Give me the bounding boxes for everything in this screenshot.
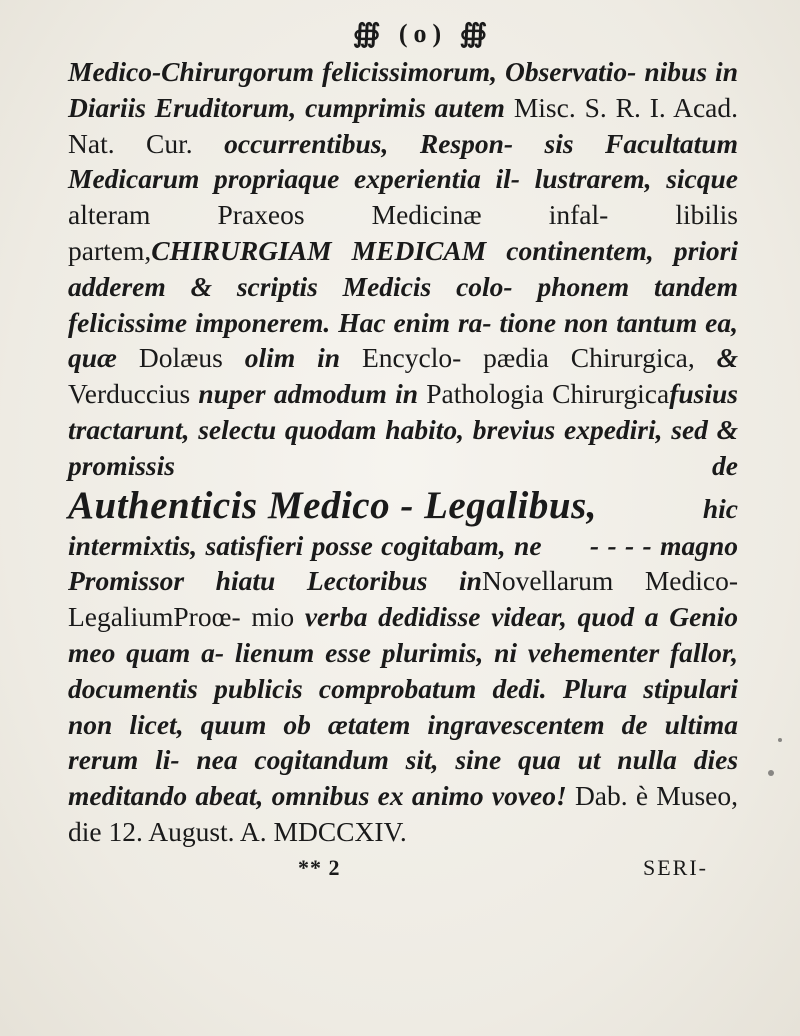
text-line-5c: alteram Praxeos Medicinæ infal- — [68, 199, 609, 231]
signature-mark: ** 2 — [298, 854, 341, 880]
text-line-14: hic intermixtis, satisfieri posse cogitabam, ne — [68, 492, 738, 561]
text-line-21: nea cogitandum sit, sine qua ut nulla dies meditando — [68, 744, 739, 812]
catchword: SERI- — [643, 854, 708, 880]
text-line-18: lienum esse plurimis, ni vehementer fallor, documentis — [68, 636, 738, 704]
text-line-6b: CHIRURGIAM MEDICAM — [151, 234, 487, 266]
text-line-19: publicis comprobatum dedi. Plura stipulari non licet, — [68, 672, 739, 740]
text-line-20: quum ob ætatem ingravescentem de ultima rerum li- — [68, 708, 738, 776]
text-line-10b: & — [716, 342, 739, 374]
text-line-5a: lustrarem, — [534, 163, 652, 195]
text-line-12: quodam habito, brevius expediri, sed & promissis de — [68, 413, 739, 481]
page-footer — [68, 854, 738, 882]
text-line-8: phonem tandem felicissime imponerem. Hac enim ra- — [68, 270, 738, 338]
text-line-1b: , Observatio- — [490, 56, 637, 87]
text-line-9d: olim in — [244, 342, 341, 374]
text-line-3b: occurrentibus, Respon- — [224, 127, 514, 159]
text-line-2a: nibus in Diariis Eruditorum — [68, 56, 738, 123]
text-line-2b: , cumprimis autem — [289, 91, 505, 123]
text-line-3: Misc. S. R. I. Acad. Nat. Cur. — [68, 91, 738, 159]
text-line-17b: verba dedidisse videar, quod a Genio meo quam a- — [68, 601, 739, 668]
text-line-10d: nuper admodum — [198, 378, 387, 410]
text-line-5b: sicque — [666, 163, 738, 195]
text-line-22a: abeat, omnibus ex animo voveo! — [195, 780, 567, 812]
text-line-10c: Verduccius — [68, 378, 191, 410]
text-line-17a: mio — [251, 601, 295, 633]
page-ornament: ∰ (o) ∰ — [352, 19, 494, 48]
text-line-7: continentem, priori adderem & scriptis Medicis colo- — [68, 234, 739, 302]
text-line-9c: Dolæus — [138, 342, 223, 374]
text-line-9b: quæ — [68, 342, 117, 374]
text-line-6a: libilis partem, — [68, 199, 738, 266]
text-line-15a: - - - - — [589, 529, 652, 561]
heading-authenticis: Authenticis Medico - Legalibus, — [68, 483, 598, 527]
text-line-11b: Pathologia Chirurgica — [426, 378, 670, 410]
text-line-23: 12. August. A. MDCCXIV. — [108, 815, 407, 847]
body-text — [68, 54, 738, 850]
ink-speck — [778, 738, 782, 742]
text-line-22b: Dab. è Museo, die — [68, 780, 739, 847]
text-line-15b: magno Promissor hiatu — [68, 529, 739, 597]
text-line-1a: Medico-Chirurgorum felicissimorum — [68, 56, 491, 87]
text-line-9a: tione non tantum ea, — [499, 306, 739, 338]
text-line-16b: Novellarum Medico-LegaliumProœ- — [68, 565, 739, 633]
ink-speck — [768, 770, 774, 776]
text-line-11a: in — [395, 378, 419, 410]
text-line-11c: fusius tractarunt, selectu — [68, 378, 738, 445]
text-line-10a: pædia Chirurgica, — [483, 342, 695, 374]
text-line-16a: Lectoribus in — [306, 565, 482, 597]
text-line-9e: Encyclo- — [361, 342, 462, 374]
text-line-4: sis Facultatum Medicarum propriaque experientia il- — [68, 127, 738, 195]
